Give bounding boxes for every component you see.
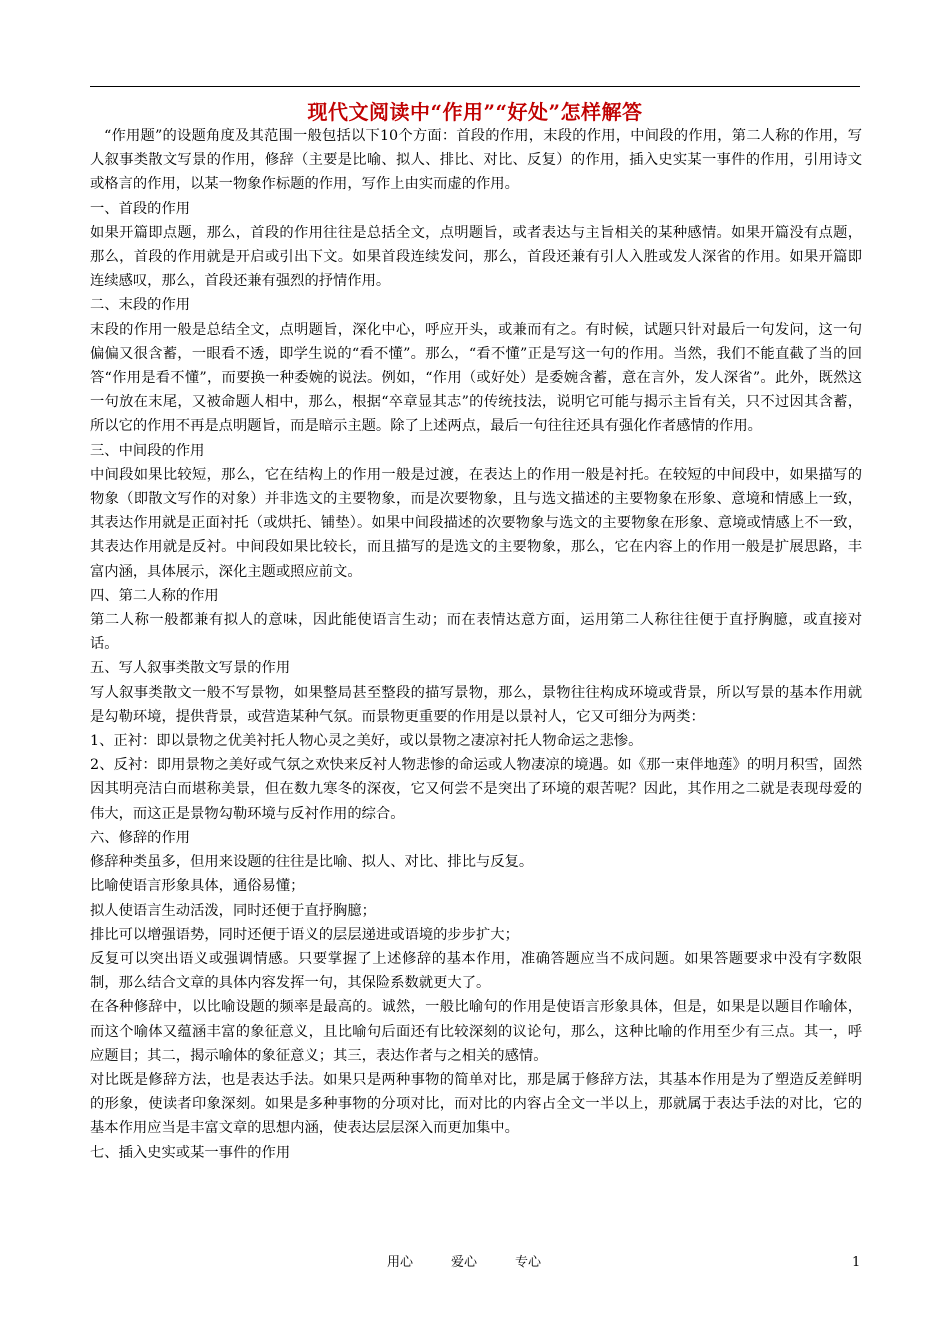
header-rule bbox=[90, 86, 860, 87]
document-body bbox=[90, 124, 862, 1165]
section-heading: 一、首段的作用 bbox=[90, 200, 191, 217]
page-number: 1 bbox=[852, 1255, 861, 1270]
body-paragraph: 在各种修辞中，以比喻设题的频率是最高的。诚然，一般比喻句的作用是使语言形象具体，但是，如果是以题目作喻体，而这个喻体又蕴涵丰富的象征意义，且比喻句后面还有比较深刻的议论句，那么，这种比喻的作用至少有三点。其一，呼应题目；其二，揭示喻体的象征意义；其三，表达作者与之相关的感情。 bbox=[90, 999, 862, 1064]
document-title: 现代文阅读中“作用”“好处”怎样解答 bbox=[307, 100, 643, 124]
body-paragraph: 反复可以突出语义或强调情感。只要掌握了上述修辞的基本作用，准确答题应当不成问题。如果答题要求中没有字数限制，那么结合文章的具体内容发挥一句，其保险系数就更大了。 bbox=[90, 950, 862, 992]
body-paragraph: 排比可以增强语势，同时还便于语义的层层递进或语境的步步扩大； bbox=[90, 926, 519, 943]
list-item: 1、正衬：即以景物之优美衬托人物心灵之美好，或以景物之凄凉衬托人物命运之悲惨。 bbox=[90, 733, 643, 750]
section-heading: 七、插入史实或某一事件的作用 bbox=[90, 1144, 291, 1161]
list-item: 2、反衬：即用景物之美好或气氛之欢快来反衬人物悲惨的命运或人物凄凉的境遇。如《那一束伴地莲》的明月积雪，固然因其明亮洁白而堪称美景，但在数九寒冬的深夜，它又何尝不是突出了环境的艰苦呢？因此，其作用之二就是表现母爱的伟大，而这正是景物勾勒环境与反衬作用的综合。 bbox=[90, 757, 862, 822]
page-footer bbox=[0, 1251, 950, 1275]
body-paragraph: 拟人使语言生动活泼，同时还便于直抒胸臆； bbox=[90, 902, 376, 919]
body-paragraph: 对比既是修辞方法，也是表达手法。如果只是两种事物的简单对比，那是属于修辞方法，其基本作用是为了塑造反差鲜明的形象，使读者印象深刻。如果是多种事物的分项对比，而对比的内容占全文一半以上，那就属于表达手法的对比，它的基本作用应当是丰富文章的思想内涵，使表达层层深入而更加集中。 bbox=[90, 1071, 862, 1137]
body-paragraph: 中间段如果比较短，那么，它在结构上的作用一般是过渡，在表达上的作用一般是衬托。在较短的中间段中，如果描写的物象（即散文写作的对象）并非选文的主要物象，而是次要物象，且与选文描述的主要物象在形象、意境和情感上一致，其表达作用就是正面衬托（或烘托、铺垫）。如果中间段描述的次要物象与选文的主要物象在形象、意境或情感上不一致，其表达作用就是反衬。中间段如果比较长，而且描写的是选文的主要物象，那么，它在内容上的作用一般是扩展思路，丰富内涵，具体展示，深化主题或照应前文。 bbox=[90, 466, 862, 580]
section-heading: 四、第二人称的作用 bbox=[90, 587, 219, 604]
body-paragraph: 第二人称一般都兼有拟人的意味，因此能使语言生动；而在表情达意方面，运用第二人称往往便于直抒胸臆，或直接对话。 bbox=[90, 612, 862, 653]
body-paragraph: 末段的作用一般是总结全文，点明题旨，深化中心，呼应开头，或兼而有之。有时候，试题只针对最后一句发问，这一句偏偏又很含蓄，一眼看不透，即学生说的“看不懂”。那么，“看不懂”正是写这一句的作用。当然，我们不能直截了当的回答“作用是看不懂”，而要换一种委婉的说法。例如，“作用（或好处）是委婉含蓄，意在言外，发人深省”。此外，既然这一句放在末尾，又被命题人相中，那么，根据“卒章显其志”的传统技法，说明它可能与揭示主旨有关，只不过因其含蓄，所以它的作用不再是点明题旨，而是暗示主题。除了上述两点，最后一句往往还具有强化作者感情的作用。 bbox=[90, 321, 862, 435]
footer-motto bbox=[387, 1251, 579, 1275]
section-heading: 三、中间段的作用 bbox=[90, 442, 205, 459]
footer-motto-item: 专心 bbox=[515, 1255, 542, 1270]
body-paragraph: 写人叙事类散文一般不写景物，如果整局甚至整段的描写景物，那么，景物往往构成环境或背景，所以写景的基本作用就是勾勒环境，提供背景，或营造某种气氛。而景物更重要的作用是以景衬人，它又可细分为两类： bbox=[90, 684, 862, 725]
footer-motto-item: 爱心 bbox=[451, 1255, 478, 1270]
section-heading: 五、写人叙事类散文写景的作用 bbox=[90, 660, 291, 677]
body-paragraph: 比喻使语言形象具体，通俗易懂； bbox=[90, 878, 305, 895]
section-heading: 二、末段的作用 bbox=[90, 297, 191, 314]
body-paragraph: 如果开篇即点题，那么，首段的作用往往是总括全文，点明题旨，或者表达与主旨相关的某种感情。如果开篇没有点题，那么，首段的作用就是开启或引出下文。如果首段连续发问，那么，首段还兼有引人入胜或发人深省的作用。如果开篇即连续感叹，那么，首段还兼有强烈的抒情作用。 bbox=[90, 224, 862, 290]
body-paragraph: 修辞种类虽多，但用来设题的往往是比喻、拟人、对比、排比与反复。 bbox=[90, 854, 534, 871]
section-heading: 六、修辞的作用 bbox=[90, 829, 191, 846]
footer-motto-item: 用心 bbox=[387, 1255, 414, 1270]
intro-paragraph: “作用题”的设题角度及其范围一般包括以下10个方面：首段的作用，末段的作用，中间段的作用，第二人称的作用，写人叙事类散文写景的作用，修辞（主要是比喻、拟人、排比、对比、反复）的作用，插入史实某一事件的作用，引用诗文或格言的作用，以某一物象作标题的作用，写作上由实而虚的作用。 bbox=[90, 128, 862, 193]
